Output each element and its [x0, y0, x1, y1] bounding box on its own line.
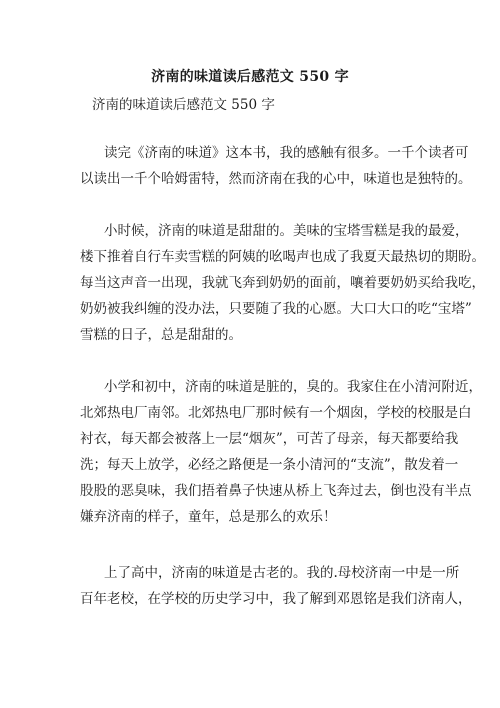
paragraph-line: 衬衣，每天都会被落上一层“烟灰”，可苦了母亲，每天都要给我 — [80, 431, 459, 447]
paragraph-line: 奶奶被我纠缠的没办法，只要随了我的心愿。大口大口的吃“宝塔” — [80, 301, 472, 317]
paragraph-line: 嫌弃济南的样子，童年，总是那么的欢乐！ — [80, 509, 337, 525]
paragraph-line: 雪糕的日子，总是甜甜的。 — [80, 327, 242, 343]
paragraph-line: 每当这声音一出现，我就飞奔到奶奶的面前，嚷着要奶奶买给我吃， — [80, 275, 485, 291]
paragraph-line: 读完《济南的味道》这本书，我的感触有很多。一千个读者可 — [104, 145, 469, 161]
paragraph-line: 楼下推着自行车卖雪糕的阿姨的吆喝声也成了我夏天最热切的期盼。 — [80, 249, 485, 265]
paragraph-4 — [80, 560, 472, 612]
paragraph-line: 以读出一千个哈姆雷特，然而济南在我的心中，味道也是独特的。 — [80, 171, 472, 187]
paragraph-3 — [80, 374, 482, 530]
paragraph-line: 北郊热电厂南邻。北郊热电厂那时候有一个烟囱，学校的校服是白 — [80, 405, 472, 421]
paragraph-line: 百年老校，在学校的历史学习中，我了解到邓恩铭是我们济南人， — [80, 591, 472, 607]
document-subtitle: 济南的味道读后感范文 550 字 — [92, 97, 275, 113]
paragraph-line: 上了高中，济南的味道是古老的。我的.母校济南一中是一所 — [104, 565, 460, 581]
paragraph-line: 小时候，济南的味道是甜甜的。美味的宝塔雪糕是我的最爱， — [104, 223, 469, 239]
paragraph-line: 小学和初中，济南的味道是脏的，臭的。我家住在小清河附近， — [104, 379, 482, 395]
document-title: 济南的味道读后感范文 550 字 — [151, 69, 349, 85]
paragraph-line: 股股的恶臭味，我们捂着鼻子快速从桥上飞奔过去，倒也没有半点 — [80, 483, 472, 499]
paragraph-1 — [80, 140, 472, 192]
paragraph-line: 洗；每天上放学，必经之路便是一条小清河的“支流”，散发着一 — [80, 457, 459, 473]
paragraph-2 — [80, 218, 485, 348]
